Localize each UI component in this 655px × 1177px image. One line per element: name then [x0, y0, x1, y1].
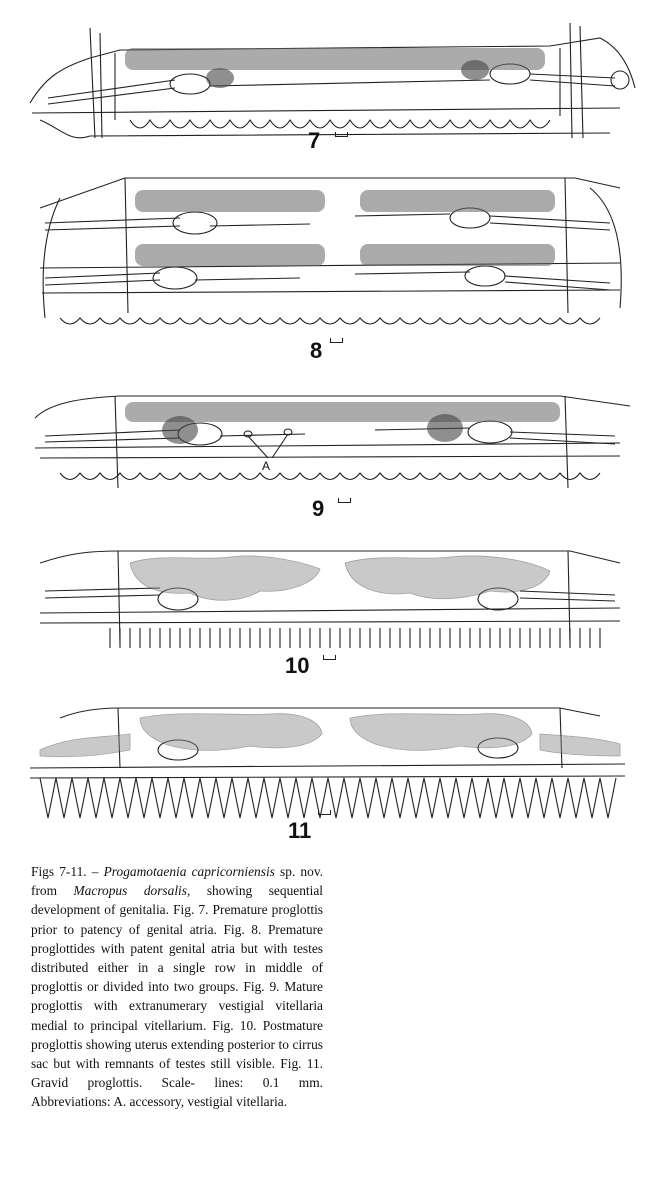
caption-species: Progamotaenia capricorniensis	[103, 864, 275, 879]
figure-11	[0, 698, 655, 848]
figure-8-drawing	[0, 168, 655, 363]
scale-bar	[323, 655, 336, 660]
scale-bar	[335, 132, 348, 137]
figure-11-drawing	[0, 698, 655, 848]
scale-bar	[338, 498, 351, 503]
figure-number: 7	[308, 128, 321, 153]
caption-text	[31, 862, 323, 1112]
label-A: A	[262, 459, 271, 473]
figure-number: 10	[285, 653, 310, 678]
figure-number: 11	[288, 818, 312, 843]
figure-number: 8	[310, 338, 323, 363]
figure-7-drawing	[0, 8, 655, 153]
figure-7	[0, 8, 655, 153]
figure-10	[0, 543, 655, 683]
figure-number: 9	[312, 496, 325, 521]
figure-8	[0, 168, 655, 363]
figure-10-drawing	[0, 543, 655, 683]
figure-9-drawing	[0, 378, 655, 528]
caption-host: Macropus dorsalis	[73, 883, 187, 899]
caption-body: , showing sequential development of genitalia. Fig. 7. Premature proglottis prior to patency of genital atria. Fig. 8. Premature proglottides with patent genital atria but with testes distributed either in a single row in middle of proglottis or divided into two groups. Fig. 9. Mature proglottis with extranumerary vestigial vitellaria medial to principal vitellarium. Fig. 10. Postmature proglottis showing uterus extending posterior to cirrus sac but with remnants of testes still visible. Fig. 11. Gravid proglottis. Scale- lines: 0.1 mm. Abbreviations: A. accessory, vestigial vitellaria.	[31, 883, 324, 1110]
figure-9	[0, 378, 655, 528]
scale-bar	[330, 338, 343, 343]
figure-caption	[31, 862, 323, 1112]
scale-bar	[318, 810, 331, 815]
caption-part1: sp. nov. from	[31, 864, 323, 899]
caption-lead: Figs 7-11. –	[31, 864, 104, 879]
